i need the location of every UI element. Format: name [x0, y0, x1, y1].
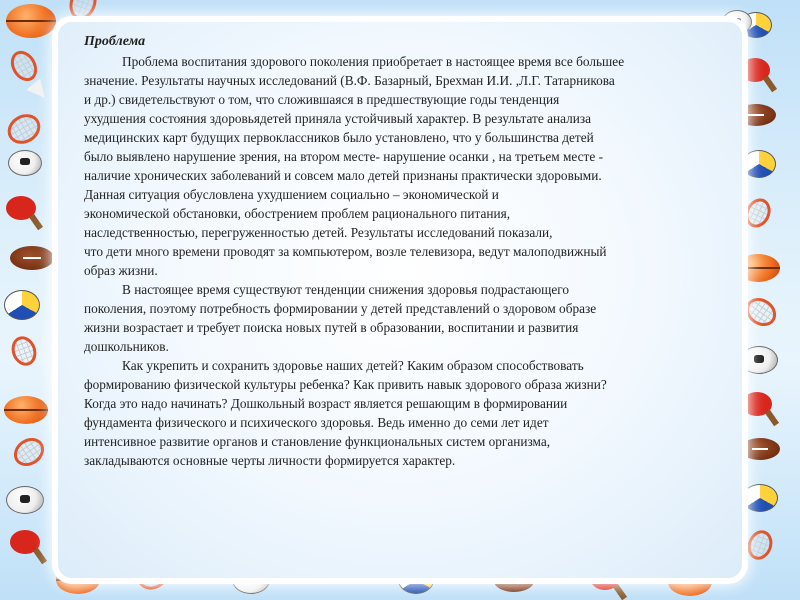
volleyball-icon: [4, 290, 40, 320]
paragraph-problem: Проблема воспитания здорового поколения приобретает в настоящее время все большее значение. Результаты научных исследований (В.Ф. Базарный, Брехман И.И. ,Л.Г. Татарникова и др.) свидетельствуют о том, что сложившаяся в предшествующие годы тенденция ухудшения состояния здоровьядетей приняла устойчивый характер. В результате анализа медицинских карт будущих первоклассников было установлено, что у большинства детей было выявлено нарушение зрения, на втором месте- нарушение осанки , на третьем месте - наличие хронических заболеваний и совсем мало детей признаны практически здоровыми.: [84, 54, 625, 183]
paragraph-trends: В настоящее время существуют тенденции снижения здоровья подрастающего поколения, поэтому потребность формировании у детей представлений о здоровом образе жизни возрастает и требует поиска новых путей в образовании, воспитании и развития дошкольников.: [84, 282, 597, 354]
paragraph-situation: Данная ситуация обусловлена ухудшением социально – экономической и экономической обстановки, обострением проблем рационального питания, наследственностью, перегруженностью детей. Результаты исследований показали, что дети много времени проводят за компьютером, возле телевизора, ведут малоподвижный образ жизни.: [84, 187, 607, 278]
volleyball-icon: [742, 484, 778, 512]
american-football-icon: [736, 104, 776, 126]
soccer-ball-icon: [8, 150, 42, 176]
page-title: Проблема: [84, 34, 146, 49]
volleyball-icon: [742, 150, 776, 178]
ping-pong-paddle-icon: [10, 530, 40, 554]
basketball-icon: [4, 396, 48, 424]
american-football-icon: [740, 438, 780, 460]
document-body: [84, 32, 714, 470]
american-football-icon: [10, 246, 54, 270]
basketball-icon: [736, 254, 780, 282]
basketball-icon: [6, 4, 56, 38]
ping-pong-paddle-icon: [740, 58, 770, 82]
soccer-ball-icon: [6, 486, 44, 514]
soccer-ball-icon: [740, 346, 778, 374]
paragraph-questions: Как укрепить и сохранить здоровье наших детей? Каким образом способствовать формированию физической культуры ребенка? Как привить навык здорового образа жизни? Когда это надо начинать? Дошкольный возраст является решающим в формировании фундамента физического и психического здоровья. Ведь именно до семи лет идет интенсивное развитие органов и становление функциональных систем организма, закладываются основные черты личности формируется характер.: [84, 358, 607, 468]
ping-pong-paddle-icon: [742, 392, 772, 416]
ping-pong-paddle-icon: [6, 196, 36, 220]
